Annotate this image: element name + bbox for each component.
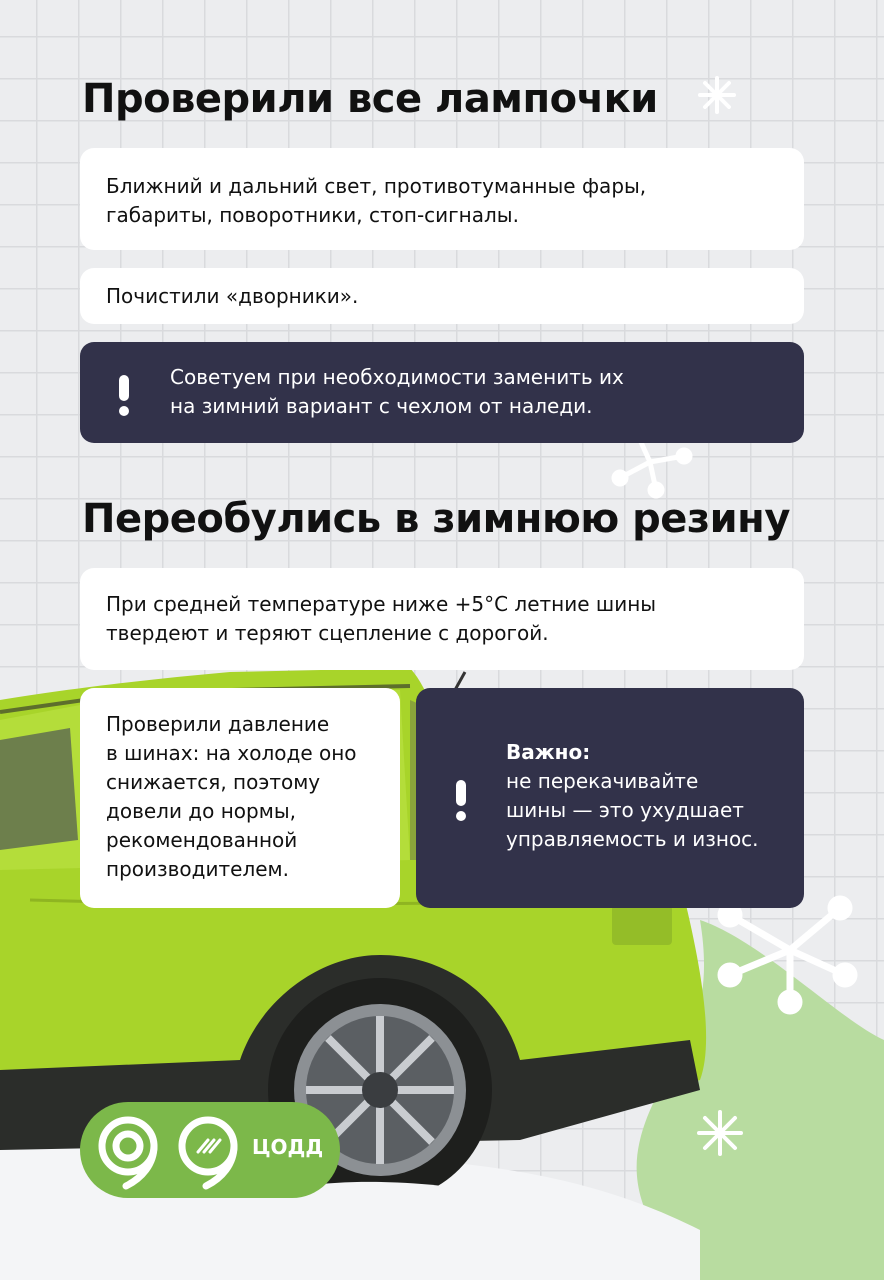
- card-text-line: Ближний и дальний свет, противотуманные фары,: [106, 174, 647, 198]
- logo-mark-icon: [80, 1102, 250, 1198]
- warning-text-line: шины — это ухудшает: [506, 798, 744, 822]
- warning-heading: Важно:: [506, 740, 591, 764]
- section-title-tires: Переобулись в зимнюю резину: [82, 496, 790, 542]
- snowflake-icon: [700, 78, 734, 112]
- tip-text-line: на зимний вариант с чехлом от наледи.: [170, 394, 593, 418]
- info-card-pressure: [80, 688, 400, 908]
- info-card-temperature: [80, 568, 804, 670]
- warning-card: [416, 688, 804, 908]
- warning-text-line: не перекачивайте: [506, 769, 699, 793]
- snowflake-icon: [699, 1112, 741, 1154]
- info-card-lights: [80, 148, 804, 250]
- section-title-lights: Проверили все лампочки: [82, 76, 658, 122]
- card-text-line: При средней температуре ниже +5°С летние шины: [106, 592, 657, 616]
- info-card-wipers: [80, 268, 804, 324]
- card-text-line: производителем.: [106, 857, 289, 881]
- tip-card: [80, 342, 804, 443]
- snowflake-icon: [614, 440, 690, 496]
- warning-text-line: управляемость и износ.: [506, 827, 759, 851]
- card-text-line: Проверили давление: [106, 712, 330, 736]
- card-text-line: габариты, поворотники, стоп-сигналы.: [106, 203, 519, 227]
- card-text-line: твердеют и теряют сцепление с дорогой.: [106, 621, 549, 645]
- exclamation-icon: [456, 780, 466, 821]
- card-text-line: в шинах: на холоде оно: [106, 741, 357, 765]
- brand-logo: [80, 1102, 340, 1198]
- card-text-line: снижается, поэтому: [106, 770, 321, 794]
- tip-text-line: Советуем при необходимости заменить их: [170, 365, 624, 389]
- card-text-line: довели до нормы,: [106, 799, 296, 823]
- card-text-line: рекомендованной: [106, 828, 298, 852]
- card-text-line: Почистили «дворники».: [106, 284, 359, 308]
- exclamation-icon: [119, 375, 129, 416]
- logo-text: ЦОДД: [252, 1135, 324, 1159]
